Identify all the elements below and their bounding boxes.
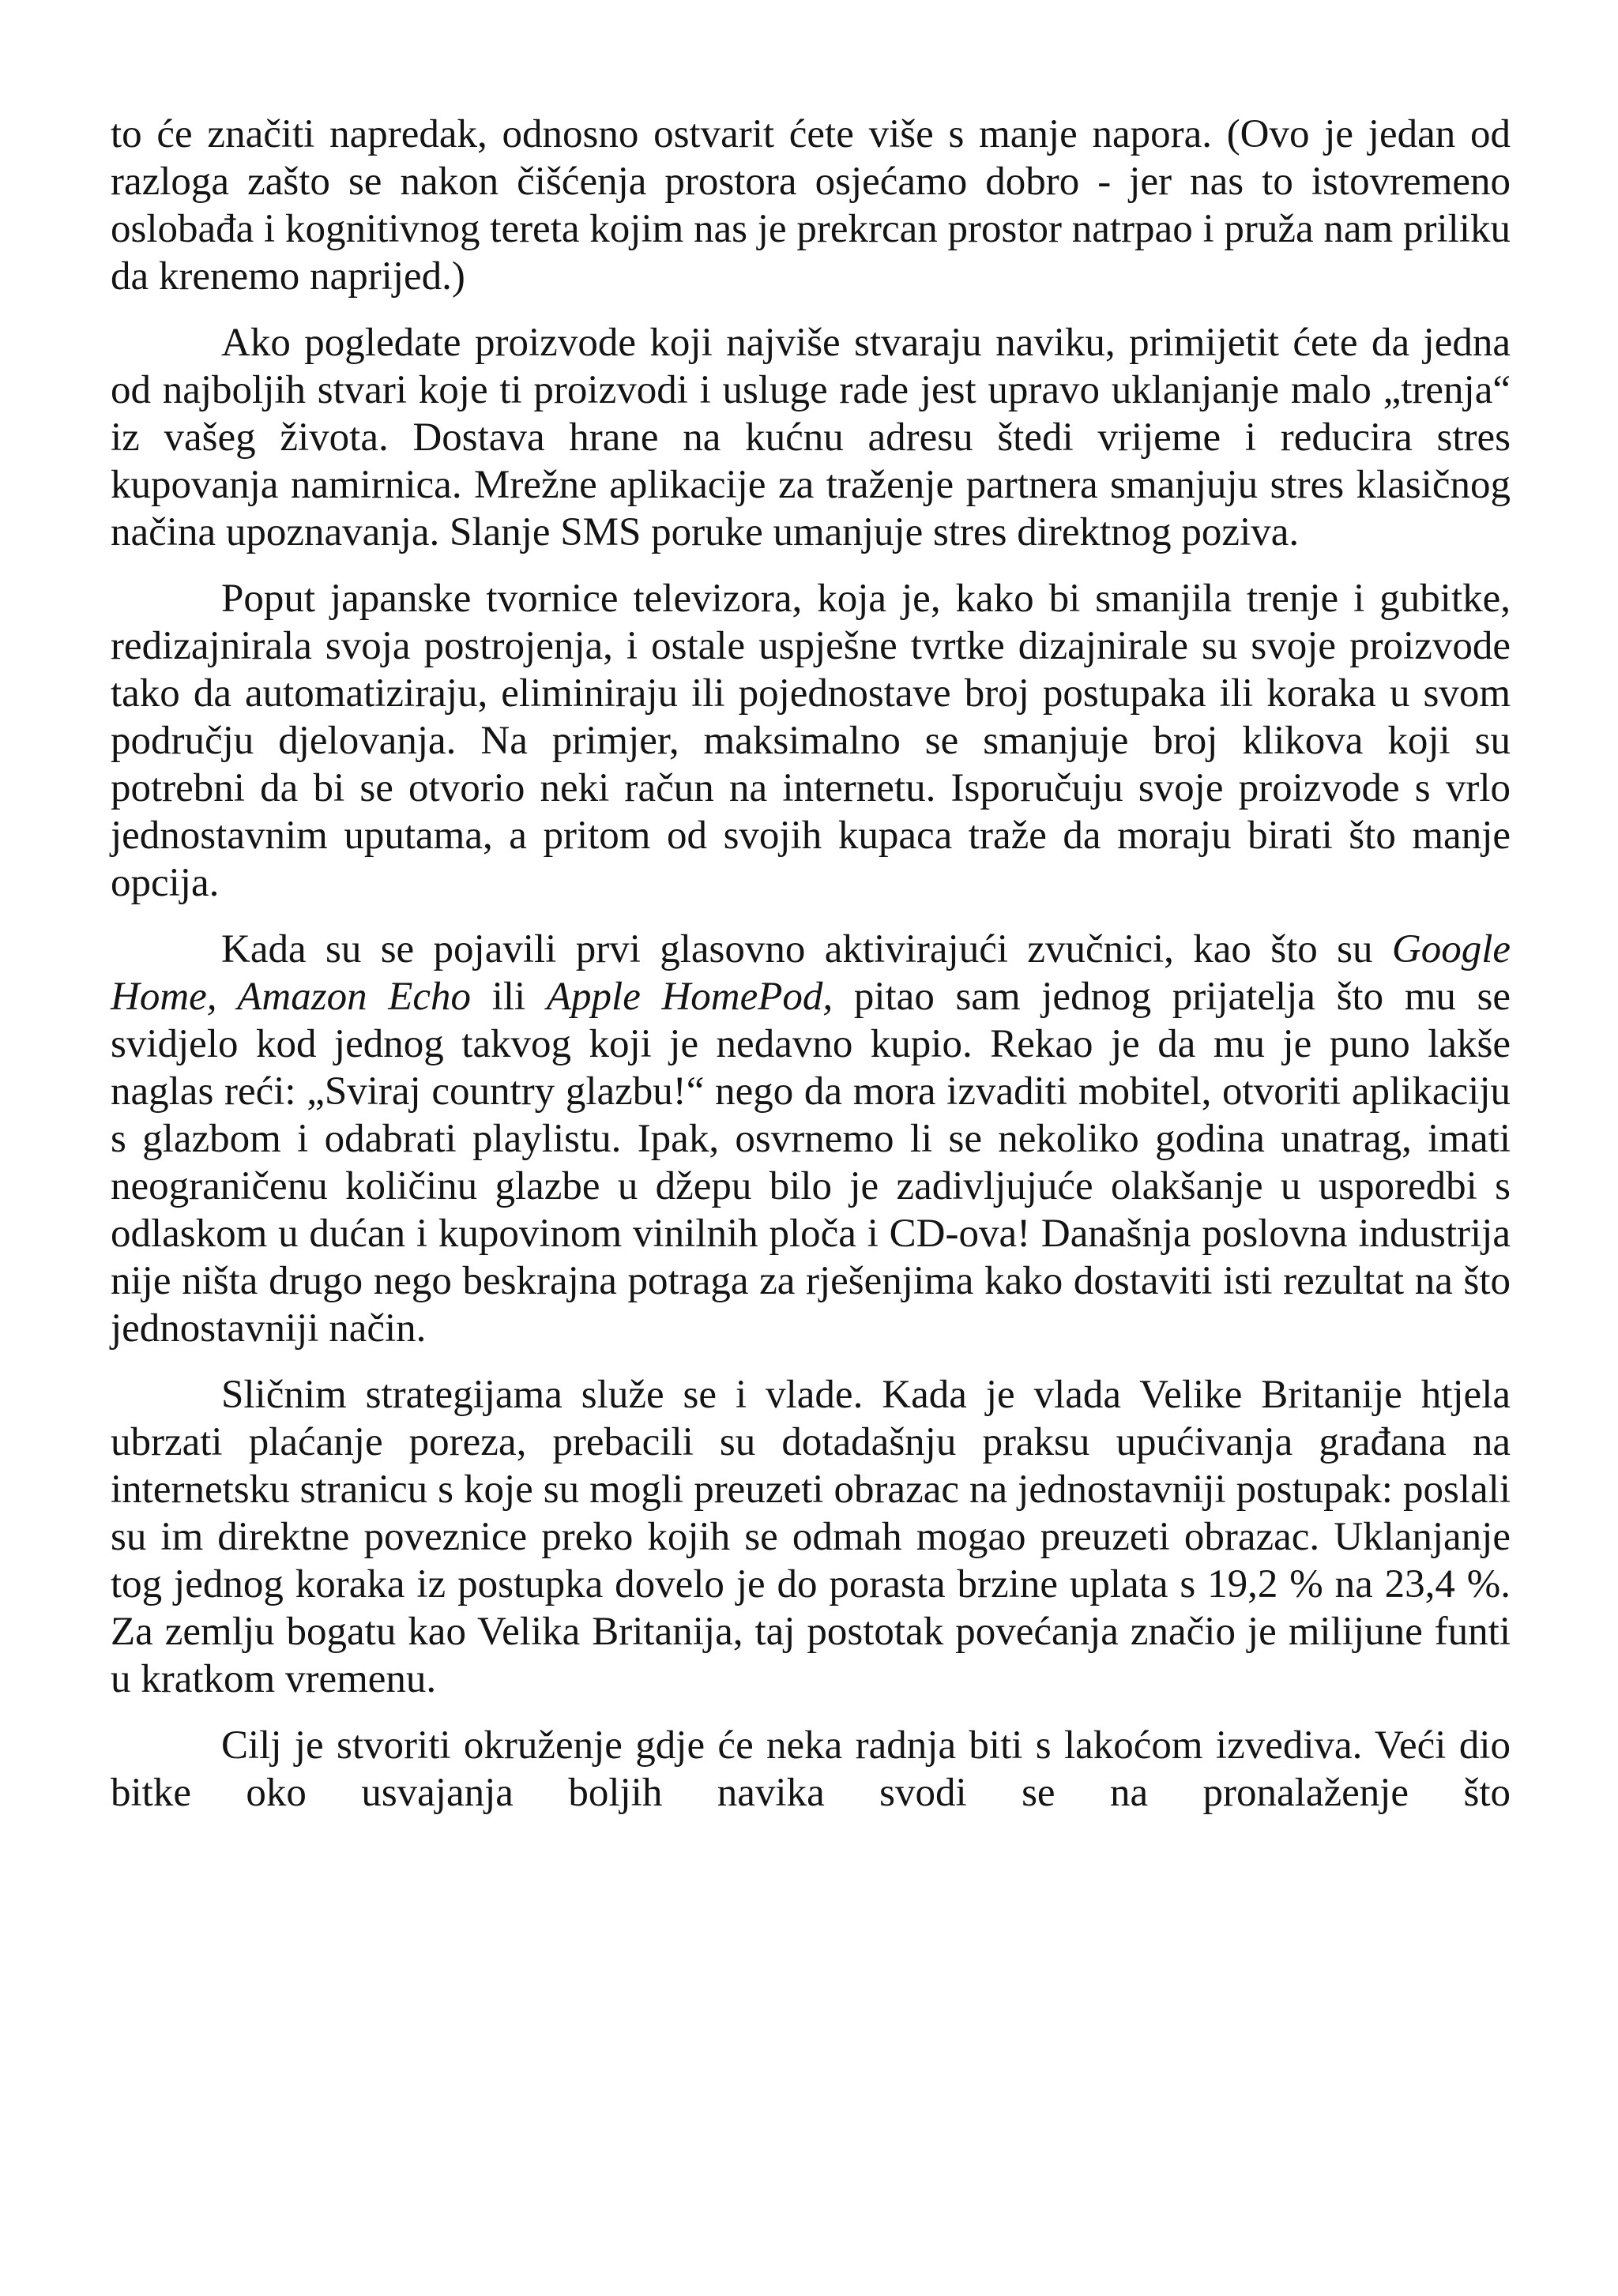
- paragraph-4-connector: ili: [491, 975, 526, 1019]
- paragraph-6: [111, 1722, 1511, 1817]
- paragraph-1-text: to će značiti napredak, odnosno ostvarit ćete više s manje napora. (Ovo je jedan od razloga zašto se nakon čišćenja prostora osjećamo dobro - jer nas to istovremeno oslobađa i kognitivnog tereta kojim nas je prekrcan prostor natrpao i pruža nam priliku da krenemo naprijed.): [111, 112, 1511, 299]
- paragraph-2-text: Ako pogledate proizvode koji najviše stvaraju naviku, primijetit ćete da jedna od najboljih stvari koje ti proizvodi i usluge rade jest upravo uklanjanje malo „trenja“ iz vašeg života. Dostava hrane na kućnu adresu štedi vrijeme i reducira stres kupovanja namirnica. Mrežne aplikacije za traženje partnera smanjuju stres klasičnog načina upoznavanja. Slanje SMS poruke umanjuje stres direktnog poziva.: [111, 321, 1511, 554]
- paragraph-4: [111, 926, 1511, 1352]
- product-names-google-amazon: Google Home, Amazon Echo: [111, 927, 1511, 1019]
- paragraph-5: [111, 1371, 1511, 1703]
- paragraph-3-text: Poput japanske tvornice televizora, koja je, kako bi smanjila trenje i gubitke, redizajnirala svoja postrojenja, i ostale uspješne tvrtke dizajnirale su svoje proizvode tako da automatiziraju, eliminiraju ili pojednostave broj postupaka ili koraka u svom području djelovanja. Na primjer, maksimalno se smanjuje broj klikova koji su potrebni da bi se otvorio neki račun na internetu. Isporučuju svoje proizvode s vrlo jednostavnim uputama, a pritom od svojih kupaca traže da moraju birati što manje opcija.: [111, 577, 1511, 905]
- paragraph-2: [111, 319, 1511, 556]
- product-name-apple: Apple HomePod,: [546, 975, 833, 1019]
- paragraph-6-text: Cilj je stvoriti okruženje gdje će neka radnja biti s lakoćom izvediva. Veći dio bitke oko usvajanja boljih navika svodi se na pronalaženje što: [111, 1723, 1511, 1815]
- paragraph-1: [111, 111, 1511, 300]
- paragraph-4-text: pitao sam jednog prijatelja što mu se svidjelo kod jednog takvog koji je nedavno kupio. Rekao je da mu je puno lakše naglas reći: „Sviraj country glazbu!“ nego da mora izvaditi mobitel, otvoriti aplikaciju s glazbom i odabrati playlistu. Ipak, osvrnemo li se nekoliko godina unatrag, imati neograničenu količinu glazbe u džepu bilo je zadivljujuće olakšanje u usporedbi s odlaskom u dućan i kupovinom vinilnih ploča i CD-ova! Današnja poslovna industrija nije ništa drugo nego beskrajna potraga za rješenjima kako dostaviti isti rezultat na što jednostavniji način.: [111, 975, 1511, 1351]
- paragraph-3: [111, 575, 1511, 907]
- document-page: [111, 111, 1511, 1836]
- paragraph-5-text: Sličnim strategijama služe se i vlade. Kada je vlada Velike Britanije htjela ubrzati plaćanje poreza, prebacili su dotadašnju praksu upućivanja građana na internetsku stranicu s koje su mogli preuzeti obrazac na jednostavniji postupak: poslali su im direktne poveznice preko kojih se odmah mogao preuzeti obrazac. Uklanjanje tog jednog koraka iz postupka dovelo je do porasta brzine uplata s 19,2 % na 23,4 %. Za zemlju bogatu kao Velika Britanija, taj postotak povećanja značio je milijune funti u kratkom vremenu.: [111, 1373, 1511, 1701]
- paragraph-4-intro: Kada su se pojavili prvi glasovno aktivirajući zvučnici, kao što su: [221, 927, 1373, 971]
